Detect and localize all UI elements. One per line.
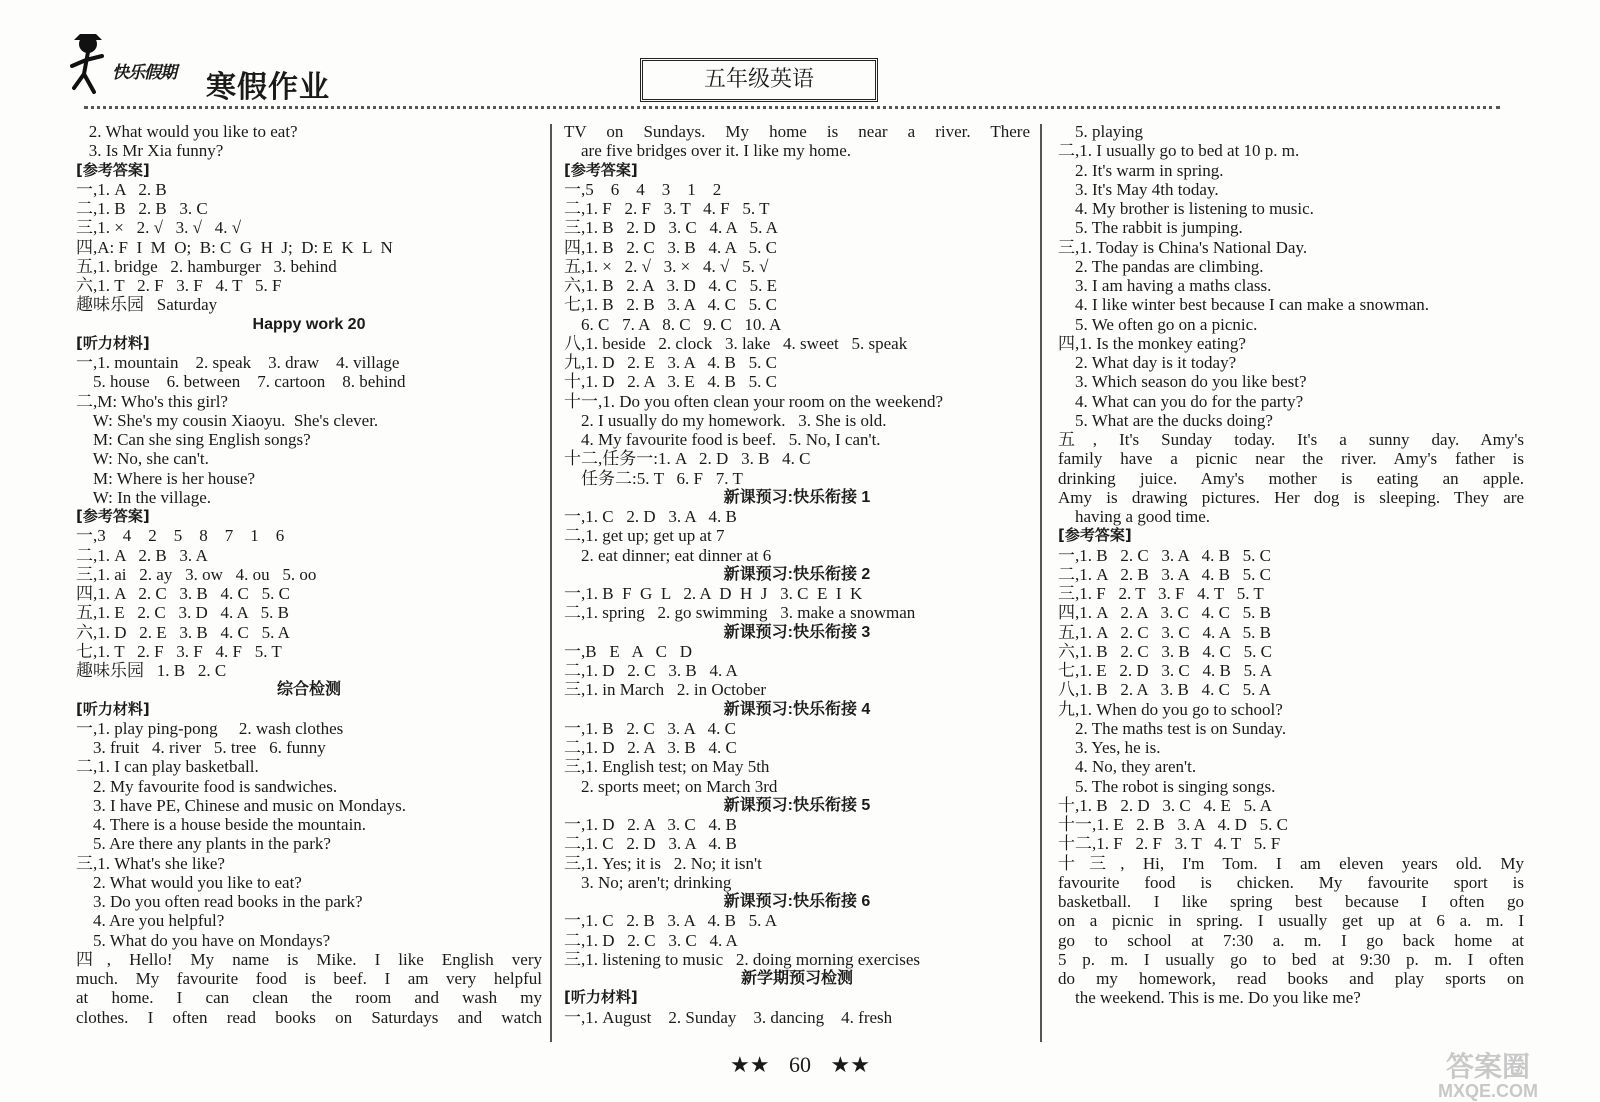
answer-line: family have a picnic near the river. Amy's father is (1058, 449, 1524, 469)
answer-line: 5. playing (1058, 122, 1143, 141)
answer-line: 2. eat dinner; eat dinner at 6 (564, 545, 772, 565)
watermark (1388, 1052, 1588, 1100)
section-heading: 新课预习:快乐衔接 4 (723, 700, 871, 718)
answer-line: basketball. I like spring best because I often go (1058, 892, 1524, 911)
answer-line: Amy is drawing pictures. Her dog is sleeping. They are (1058, 487, 1524, 507)
book-title: 寒假作业 (206, 70, 330, 105)
answer-line: 十二,任务一:1. A 2. D 3. B 4. C (564, 449, 811, 469)
answer-line: 3. No; aren't; drinking (564, 872, 732, 892)
answer-line: 三,1. F 2. T 3. F 4. T 5. T (1058, 584, 1264, 603)
section-heading: 新课预习:快乐衔接 6 (723, 893, 871, 910)
answer-line: 2. What day is it today? (1058, 353, 1237, 372)
answer-line: 三,1. ai 2. ay 3. ow 4. ou 5. oo (76, 564, 317, 584)
answer-line: 八,1. beside 2. clock 3. lake 4. sweet 5. speak (564, 333, 908, 353)
answer-line: M: Can she sing English songs? (76, 430, 311, 449)
answer-line: 4. My favourite food is beef. 5. No, I can't. (564, 430, 881, 449)
answer-line: 二,1. D 2. C 3. C 4. A (564, 930, 738, 950)
answer-line: the weekend. This is me. Do you like me? (1058, 988, 1361, 1008)
answer-line: 3. Is Mr Xia funny? (76, 141, 224, 161)
section-heading: 新课预习:快乐衔接 5 (723, 796, 871, 814)
answer-line: 4. Are you helpful? (76, 911, 225, 931)
answer-line: 三,1. Today is China's National Day. (1058, 237, 1308, 257)
mascot-icon (66, 30, 112, 104)
answer-line: 3. It's May 4th today. (1058, 179, 1219, 199)
answer-line: 四,1. B 2. C 3. B 4. A 5. C (564, 237, 778, 257)
answer-line: 十,1. D 2. A 3. E 4. B 5. C (564, 372, 777, 392)
answer-line: 4. My brother is listening to music. (1058, 199, 1314, 218)
answer-line: 五,1. A 2. C 3. C 4. A 5. B (1058, 622, 1272, 642)
answer-line: TV on Sundays. My home is near a river. There (564, 122, 1030, 141)
answer-line: 一,1. C 2. B 3. A 4. B 5. A (564, 911, 778, 931)
section-heading: 综合检测 (276, 681, 341, 699)
header-divider (84, 106, 1500, 109)
column-middle (564, 122, 1030, 1042)
answer-line: 3. I am having a maths class. (1058, 276, 1272, 295)
answer-line: 九,1. When do you go to school? (1058, 699, 1283, 719)
answer-line: 二,1. spring 2. go swimming 3. make a snowman (564, 603, 916, 623)
section-label: [听力材料] (564, 988, 638, 1007)
answer-line: 七,1. B 2. B 3. A 4. C 5. C (564, 295, 778, 315)
subject-label: 五年级英语 (640, 58, 878, 102)
answer-line: 一,1. C 2. D 3. A 4. B (564, 507, 737, 526)
section-label: [参考答案] (76, 507, 150, 525)
answer-line: 2. The pandas are climbing. (1058, 256, 1264, 276)
answer-line: 一,1. B 2. C 3. A 4. C (564, 718, 736, 738)
page-footer (0, 1052, 1600, 1078)
answer-line: 八,1. B 2. A 3. B 4. C 5. A (1058, 680, 1272, 700)
section-heading: 新课预习:快乐衔接 2 (723, 565, 871, 583)
page-number: 60 (789, 1052, 811, 1077)
section-heading: 新学期预习检测 (740, 970, 853, 987)
logo-script: 快乐假期 (112, 63, 176, 82)
column-divider (550, 124, 552, 1042)
section-label: [听力材料] (76, 699, 150, 718)
answer-line: 十一,1. Do you often clean your room on the weekend? (564, 391, 944, 411)
answer-line: 三,1. What's she like? (76, 853, 225, 873)
answer-line: W: No, she can't. (76, 449, 209, 469)
answer-line: 3. Yes, he is. (1058, 738, 1161, 757)
section-label: [参考答案] (76, 160, 150, 179)
section-label: [参考答案] (1058, 526, 1132, 545)
answer-line: 六,1. T 2. F 3. F 4. T 5. F (76, 276, 282, 295)
answer-line: 2. It's warm in spring. (1058, 160, 1224, 180)
answer-line: 五, It's Sunday today. It's a sunny day. Amy's (1058, 430, 1524, 449)
answer-line: 一,1. B F G L 2. A D H J 3. C E I K (564, 584, 863, 603)
section-label: [听力材料] (76, 333, 150, 352)
section-label: [参考答案] (564, 160, 638, 179)
answer-line: 六,1. B 2. C 3. B 4. C 5. C (1058, 641, 1272, 661)
answer-line: favourite food is chicken. My favourite sport is (1058, 872, 1524, 892)
answer-line: 4. What can you do for the party? (1058, 391, 1304, 411)
answer-line: 任务二:5. T 6. F 7. T (564, 468, 743, 488)
answer-line: 二,1. C 2. D 3. A 4. B (564, 834, 737, 854)
answer-line: 一,3 4 2 5 8 7 1 6 (76, 526, 285, 546)
footer-stars-left: ★★ (730, 1052, 770, 1077)
answer-line: 五,1. E 2. C 3. D 4. A 5. B (76, 603, 289, 623)
answer-line: 七,1. T 2. F 3. F 4. F 5. T (76, 641, 282, 661)
column-left (76, 122, 542, 1042)
answer-line: 6. C 7. A 8. C 9. C 10. A (564, 314, 782, 334)
answer-line: 5. The robot is singing songs. (1058, 776, 1276, 796)
answer-line: 三,1. in March 2. in October (564, 680, 767, 700)
answer-line: 3. I have PE, Chinese and music on Mondays. (76, 795, 407, 815)
answer-line: 一,5 6 4 3 1 2 (564, 179, 722, 199)
answer-line: 3. fruit 4. river 5. tree 6. funny (76, 738, 326, 757)
answer-line: 5. The rabbit is jumping. (1058, 218, 1243, 238)
answer-line: 三,1. Yes; it is 2. No; it isn't (564, 853, 762, 873)
answer-line: 二,1. D 2. C 3. B 4. A (564, 661, 738, 680)
answer-line: 七,1. E 2. D 3. C 4. B 5. A (1058, 661, 1272, 680)
answer-line: 趣味乐园 Saturday (76, 295, 218, 315)
section-heading: 新课预习:快乐衔接 3 (723, 623, 871, 641)
answer-line: 二,1. B 2. B 3. C (76, 199, 208, 218)
answer-line: W: She's my cousin Xiaoyu. She's clever. (76, 410, 379, 430)
answer-line: 三,1. B 2. D 3. C 4. A 5. A (564, 218, 778, 238)
answer-line: 2. What would you like to eat? (76, 122, 298, 141)
answer-line: 四,A: F I M O; B: C G H J; D: E K L N (76, 237, 393, 257)
answer-line: 5. Are there any plants in the park? (76, 834, 331, 854)
answer-line: 二,1. get up; get up at 7 (564, 526, 725, 546)
answer-line: 二,M: Who's this girl? (76, 391, 228, 411)
answer-line: 二,1. A 2. B 3. A (76, 545, 208, 565)
watermark-url: MXQE.COM (1437, 1081, 1538, 1101)
answer-line: 十二,1. F 2. F 3. T 4. T 5. F (1058, 834, 1281, 854)
answer-line: clothes. I often read books on Saturdays and watch (76, 1007, 542, 1027)
answer-line: go to school at 7:30 a. m. I go back home at (1058, 930, 1524, 950)
answer-line: 5. What are the ducks doing? (1058, 410, 1273, 430)
answer-line: 一,1. play ping-pong 2. wash clothes (76, 718, 344, 738)
column-divider (1040, 124, 1042, 1042)
answer-line: 四,1. A 2. A 3. C 4. C 5. B (1058, 603, 1272, 623)
answer-line: 3. Do you often read books in the park? (76, 892, 363, 911)
answer-line: 2. What would you like to eat? (76, 872, 302, 892)
answer-line: 六,1. D 2. E 3. B 4. C 5. A (76, 622, 290, 642)
answer-line: 十三, Hi, I'm Tom. I am eleven years old. My (1058, 853, 1524, 873)
answer-line: 三,1. × 2. √ 3. √ 4. √ (76, 218, 242, 238)
answer-line: 2. I usually do my homework. 3. She is old. (564, 410, 887, 430)
page-header (0, 0, 1600, 120)
answer-line: are five bridges over it. I like my home. (564, 141, 852, 161)
answer-line: 一,1. August 2. Sunday 3. dancing 4. fresh (564, 1007, 893, 1027)
answer-line: M: Where is her house? (76, 468, 256, 488)
answer-line: 4. I like winter best because I can make a snowman. (1058, 295, 1430, 315)
answer-line: 5. house 6. between 7. cartoon 8. behind (76, 372, 406, 392)
answer-line: 五,1. bridge 2. hamburger 3. behind (76, 256, 337, 276)
watermark-title: 答案圈 (1445, 1050, 1530, 1083)
answer-line: W: In the village. (76, 487, 212, 507)
answer-line: 三,1. listening to music 2. doing morning exercises (564, 949, 921, 969)
answer-line: much. My favourite food is beef. I am very helpful (76, 969, 542, 988)
answer-line: 二,1. A 2. B 3. A 4. B 5. C (1058, 564, 1272, 584)
footer-stars-right: ★★ (830, 1052, 870, 1077)
answer-line: 二,1. F 2. F 3. T 4. F 5. T (564, 199, 770, 218)
column-right (1058, 122, 1524, 1042)
answer-line: 二,1. D 2. A 3. B 4. C (564, 738, 737, 757)
answer-line: 二,1. I can play basketball. (76, 757, 259, 777)
answer-line: 九,1. D 2. E 3. A 4. B 5. C (564, 353, 777, 372)
answer-line: 5 p. m. I usually go to bed at 9:30 p. m. I often (1058, 949, 1524, 969)
answer-line: 五,1. × 2. √ 3. × 4. √ 5. √ (564, 256, 769, 276)
section-heading: Happy work 20 (252, 315, 366, 333)
answer-line: 趣味乐园 1. B 2. C (76, 661, 227, 680)
answer-line: 四, Hello! My name is Mike. I like English very (76, 949, 542, 969)
answer-line: 一,1. B 2. C 3. A 4. B 5. C (1058, 545, 1272, 565)
answer-line: 5. What do you have on Mondays? (76, 930, 331, 950)
answer-line: 一,1. mountain 2. speak 3. draw 4. village (76, 353, 400, 372)
answer-line: 十,1. B 2. D 3. C 4. E 5. A (1058, 795, 1272, 815)
answer-line: 一,1. A 2. B (76, 179, 167, 199)
answer-line: 2. sports meet; on March 3rd (564, 776, 778, 796)
answer-line: do my homework, read books and play sports on (1058, 969, 1524, 988)
answer-line: 3. Which season do you like best? (1058, 372, 1307, 392)
answer-line: 二,1. I usually go to bed at 10 p. m. (1058, 141, 1300, 161)
answer-line: 十一,1. E 2. B 3. A 4. D 5. C (1058, 815, 1288, 834)
answer-line: 4. No, they aren't. (1058, 757, 1197, 777)
answer-line: drinking juice. Amy's mother is eating an apple. (1058, 468, 1524, 488)
answer-line: 四,1. A 2. C 3. B 4. C 5. C (76, 584, 290, 603)
answer-line: 一,B E A C D (564, 641, 692, 661)
answer-line: 2. My favourite food is sandwiches. (76, 776, 338, 796)
answer-line: 4. There is a house beside the mountain. (76, 815, 367, 834)
answer-line: having a good time. (1058, 507, 1211, 526)
answer-line: 2. The maths test is on Sunday. (1058, 718, 1287, 738)
answer-line: 一,1. D 2. A 3. C 4. B (564, 815, 737, 834)
answer-line: at home. I can clean the room and wash my (76, 988, 542, 1008)
answer-line: 六,1. B 2. A 3. D 4. C 5. E (564, 276, 777, 295)
answer-line: on a picnic in spring. I usually get up at 6 a. m. I (1058, 911, 1524, 931)
section-heading: 新课预习:快乐衔接 1 (723, 488, 871, 506)
answer-line: 5. We often go on a picnic. (1058, 314, 1258, 334)
answer-line: 四,1. Is the monkey eating? (1058, 333, 1246, 353)
answer-line: 三,1. English test; on May 5th (564, 757, 770, 777)
